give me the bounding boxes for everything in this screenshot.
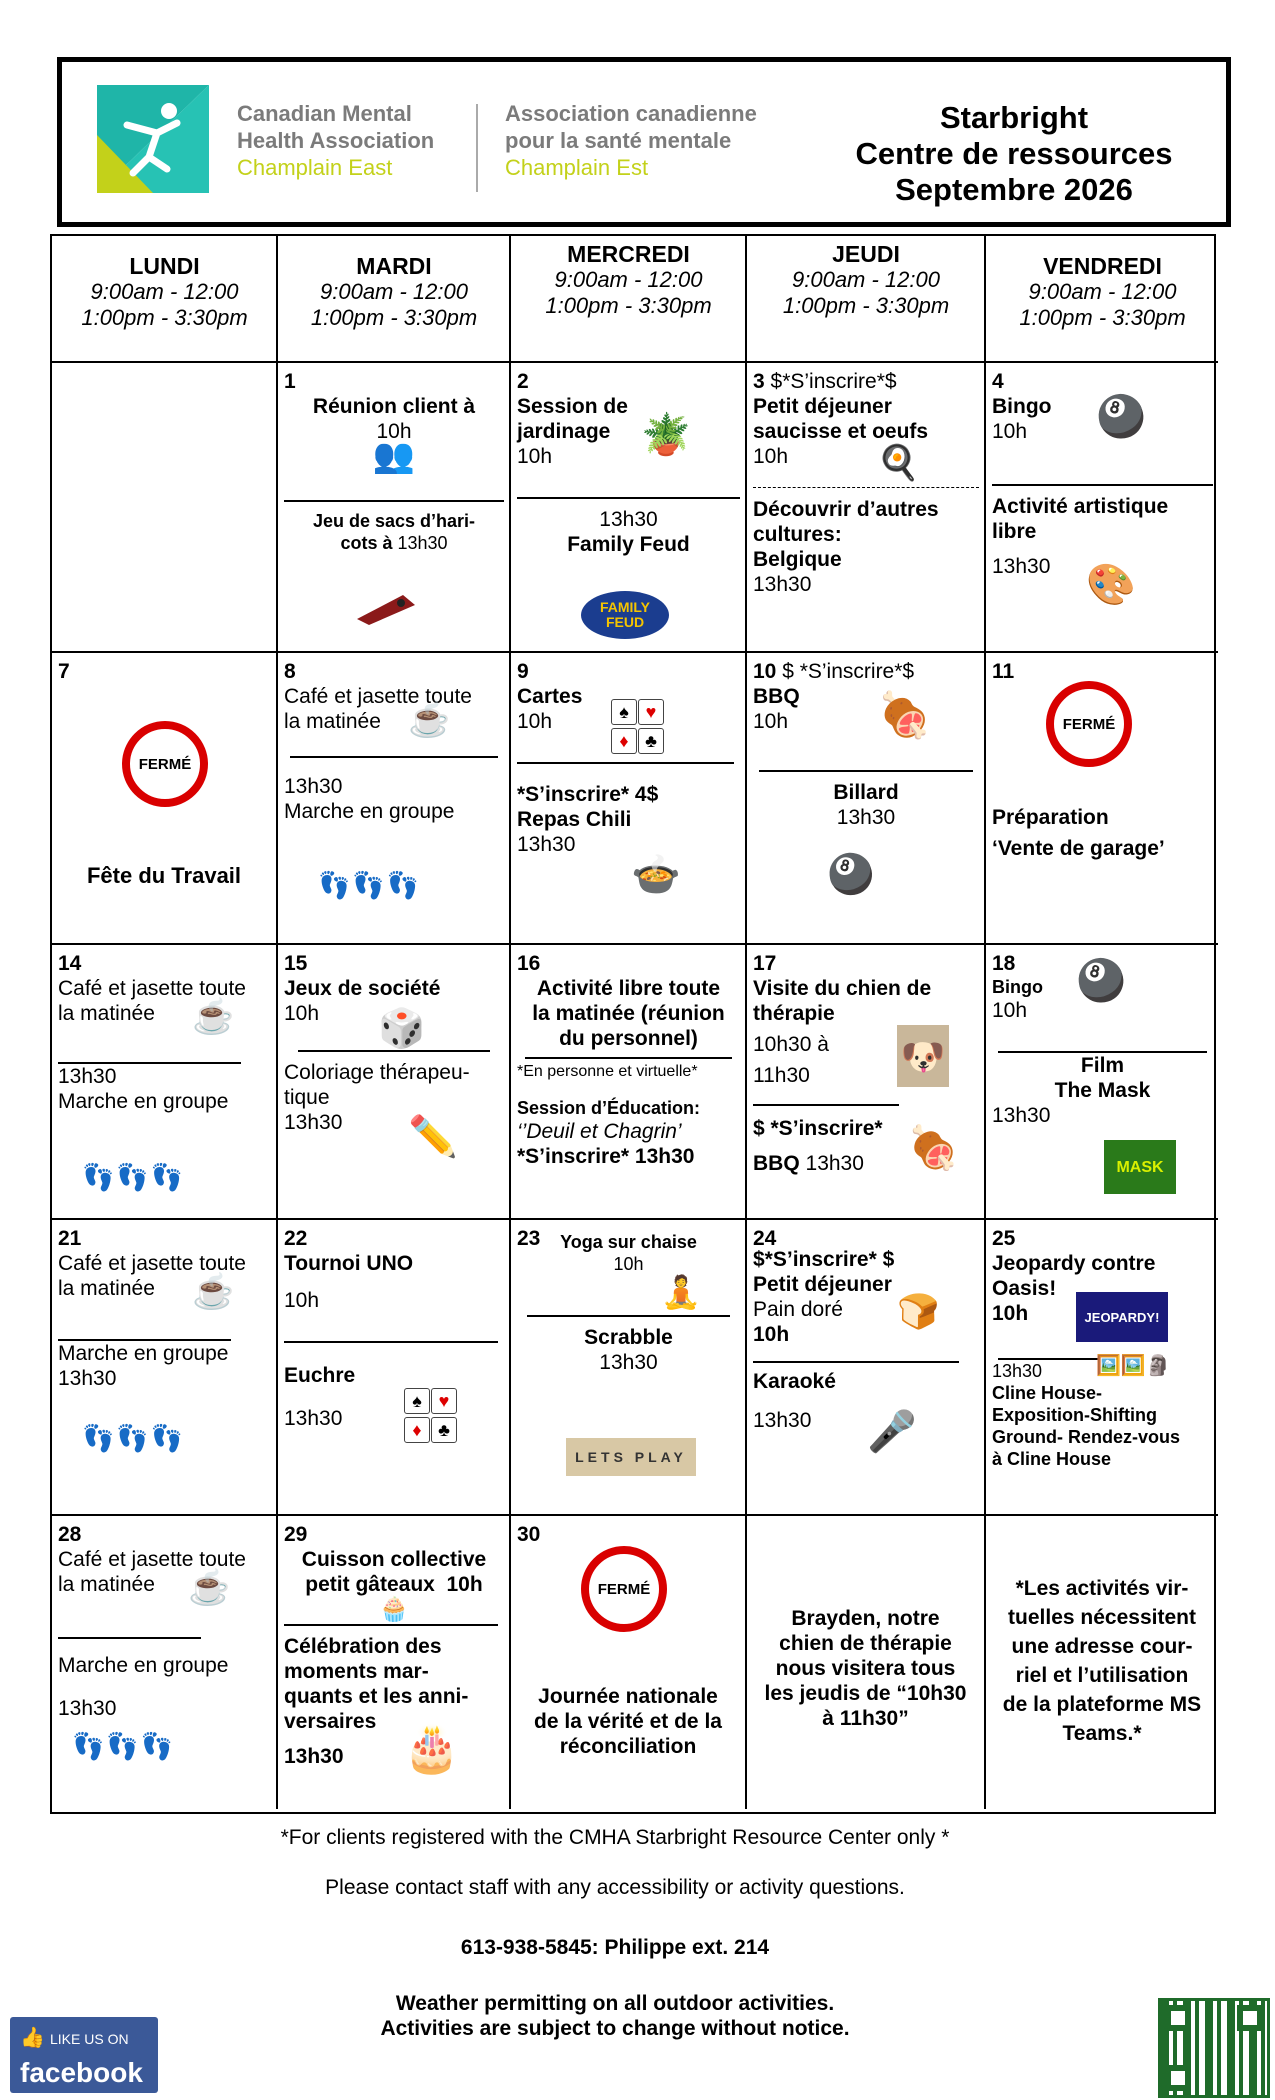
breakfast-icon: 🍳: [877, 444, 920, 482]
bingo-card-icon: 🎱: [1076, 959, 1126, 1003]
toast-icon: 🍞: [897, 1293, 940, 1331]
playing-cards-icon: ♠ ♥ ♦ ♣: [404, 1388, 455, 1443]
day-cell-7: 7 FERMÉ Fête du Travail: [52, 653, 278, 945]
day-cell-9: 9 Cartes 10h ♠ ♥ ♦ ♣ *S’inscrire* 4$ Repas Chili 13h30 🍲: [511, 653, 747, 945]
footer-change-note: Activities are subject to change without notice.: [380, 2017, 850, 2040]
day-cell-17: 17 Visite du chien de thérapie 10h30 à 11h30 🐶 $ *S’inscrire* BBQ 13h30 🍖: [747, 945, 986, 1220]
bingo-card-icon: 🎱: [1096, 395, 1146, 439]
stop-sign-icon: FERMÉ: [581, 1546, 667, 1632]
coffee-cup-icon: ☕: [408, 701, 451, 739]
scrabble-tiles-icon: LETS PLAY: [566, 1438, 696, 1476]
family-feud-logo: FAMILY FEUD: [581, 591, 669, 639]
footer-contact-note: Please contact staff with any accessibility or activity questions.: [325, 1876, 905, 1899]
day-cell-23: 23 Yoga sur chaise 10h 🧘 Scrabble 13h30 LETS PLAY: [511, 1220, 747, 1516]
billiard-balls-icon: 🎱: [827, 854, 875, 896]
cornhole-icon: [353, 591, 417, 625]
colored-pencils-icon: ✏️: [408, 1115, 458, 1159]
meeting-icon: 👥: [372, 437, 416, 475]
day-cell-21: 21 Café et jasette toute la matinée ☕ Marche en groupe 13h30 👣👣👣: [52, 1220, 278, 1516]
day-cell-25: 25 Jeopardy contre Oasis! 10h JEOPARDY! 🖼️🖼️🗿 13h30 Cline House- Exposition-Shifting Ground- Rendez-vous à Cline House: [986, 1220, 1218, 1516]
day-cell-3: 3 $*S’inscrire*$ Petit déjeuner saucisse et oeufs 10h 🍳 Découvrir d’autres cultures: Belgique 13h30: [747, 363, 986, 653]
day-header-jeudi: JEUDI 9:00am - 12:00 1:00pm - 3:30pm: [747, 236, 986, 363]
footer-eligibility-note: *For clients registered with the CMHA Starbright Resource Center only *: [280, 1826, 950, 1849]
footprints-icon: 👣👣👣: [82, 1423, 186, 1453]
day-cell-30: 30 FERMÉ Journée nationale de la vérité et de la réconciliation: [511, 1516, 747, 1809]
garden-icon: 🪴: [641, 413, 691, 457]
coffee-cup-icon: ☕: [188, 1569, 231, 1607]
cupcake-icon: 🧁: [379, 1596, 409, 1623]
day-cell-18: 18 Bingo 10h 🎱 Film The Mask 13h30 MASK: [986, 945, 1218, 1220]
yoga-icon: 🧘: [661, 1274, 701, 1310]
footer-phone: 613-938-5845: Philippe ext. 214: [460, 1936, 770, 1959]
day-cell-16: 16 Activité libre toute la matinée (réunion du personnel) *En personne et virtuelle* Session d’Éducation: ‘’Deuil et Chagrin’ *S’inscrire* 13h30: [511, 945, 747, 1220]
board-games-icon: 🎲: [378, 1008, 426, 1050]
footprints-icon: 👣👣👣: [318, 870, 422, 900]
day-cell-14: 14 Café et jasette toute la matinée ☕ 13h30 Marche en groupe 👣👣👣: [52, 945, 278, 1220]
day-cell-11: 11 FERMÉ Préparation ‘Vente de garage’: [986, 653, 1218, 945]
jeopardy-logo: JEOPARDY!: [1076, 1292, 1168, 1342]
stop-sign-icon: FERMÉ: [1046, 681, 1132, 767]
org-name-english: Canadian Mental Health Association Champlain East: [237, 101, 435, 180]
cake-icon: 🎂: [403, 1722, 461, 1774]
day-cell-24: 24 $*S’inscrire* $ Petit déjeuner Pain doré 10h 🍞 Karaoké 13h30 🎤: [747, 1220, 986, 1516]
therapy-dog-note: Brayden, notre chien de thérapie nous visitera tous les jeudis de “10h30 à 11h30”: [747, 1516, 986, 1809]
day-header-mercredi: MERCREDI 9:00am - 12:00 1:00pm - 3:30pm: [511, 236, 747, 363]
logo-divider: [476, 104, 478, 192]
day-cell-28: 28 Café et jasette toute la matinée ☕ Marche en groupe 13h30 👣👣👣: [52, 1516, 278, 1809]
calendar-title: Starbright Centre de ressources Septembre 2026: [855, 100, 1173, 207]
day-header-mardi: MARDI 9:00am - 12:00 1:00pm - 3:30pm: [278, 236, 511, 363]
day-header-lundi: LUNDI 9:00am - 12:00 1:00pm - 3:30pm: [52, 236, 278, 363]
day-cell-15: 15 Jeux de société 10h 🎲 Coloriage thérapeu- tique 13h30 ✏️: [278, 945, 511, 1220]
coffee-cup-icon: ☕: [192, 998, 235, 1036]
day-header-vendredi: VENDREDI 9:00am - 12:00 1:00pm - 3:30pm: [986, 236, 1218, 363]
day-cell-4: 4 Bingo 10h 🎱 Activité artistique libre 13h30 🎨: [986, 363, 1218, 653]
footprints-icon: 👣👣👣: [72, 1731, 176, 1761]
footer-weather-note: Weather permitting on all outdoor activities.: [395, 1992, 835, 2015]
calendar-grid: [50, 234, 1216, 1814]
virtual-activities-note: *Les activités vir- tuelles nécessitent une adresse cour- riel et l’utilisation de la plateforme MS Teams.*: [1002, 1577, 1202, 1745]
karaoke-singer-icon: 🎤: [867, 1410, 917, 1454]
bbq-grill-icon: 🍖: [907, 1124, 960, 1171]
day-cell-10: 10 $ *S’inscrire*$ BBQ 10h 🍖 Billard 13h30 🎱: [747, 653, 986, 945]
day-cell-empty: [52, 363, 278, 653]
footprints-icon: 👣👣👣: [82, 1162, 186, 1192]
org-name-french: Association canadienne pour la santé mentale Champlain Est: [505, 101, 757, 180]
thumbs-up-icon: 👍: [20, 2027, 45, 2049]
day-cell-2: 2 Session de jardinage 10h 🪴 13h30 Family Feud FAMILY FEUD: [511, 363, 747, 653]
stop-sign-icon: FERMÉ: [122, 721, 208, 807]
chili-bowl-icon: 🍲: [631, 853, 681, 897]
qr-code[interactable]: [1158, 1998, 1270, 2098]
day-cell-29: 29 Cuisson collective petit gâteaux 10h 🧁 Célébration des moments mar- quants et les anni- versaires 13h30 🎂: [278, 1516, 511, 1809]
day-cell-8: 8 Café et jasette toute la matinée ☕ 13h30 Marche en groupe 👣👣👣: [278, 653, 511, 945]
header-banner: [57, 57, 1231, 227]
divider: [284, 500, 504, 502]
gallery-icon: 🖼️🖼️🗿: [1096, 1355, 1171, 1377]
cmha-logo: [97, 85, 209, 193]
paint-palette-icon: 🎨: [1086, 563, 1136, 607]
day-cell-22: 22 Tournoi UNO 10h Euchre 13h30 ♠ ♥ ♦ ♣: [278, 1220, 511, 1516]
playing-cards-icon: ♠ ♥ ♦ ♣: [611, 699, 662, 754]
day-cell-1: 1 Réunion client à 10h 👥 Jeu de sacs d’hari- cots à 13h30: [278, 363, 511, 653]
bbq-grill-icon: 🍖: [877, 691, 932, 740]
day-number: 1: [284, 370, 296, 393]
movie-poster-icon: MASK: [1104, 1140, 1176, 1194]
coffee-cup-icon: ☕: [192, 1273, 235, 1311]
facebook-badge[interactable]: 👍 LIKE US ON facebook: [10, 2017, 158, 2093]
dog-icon: 🐶: [897, 1025, 949, 1087]
